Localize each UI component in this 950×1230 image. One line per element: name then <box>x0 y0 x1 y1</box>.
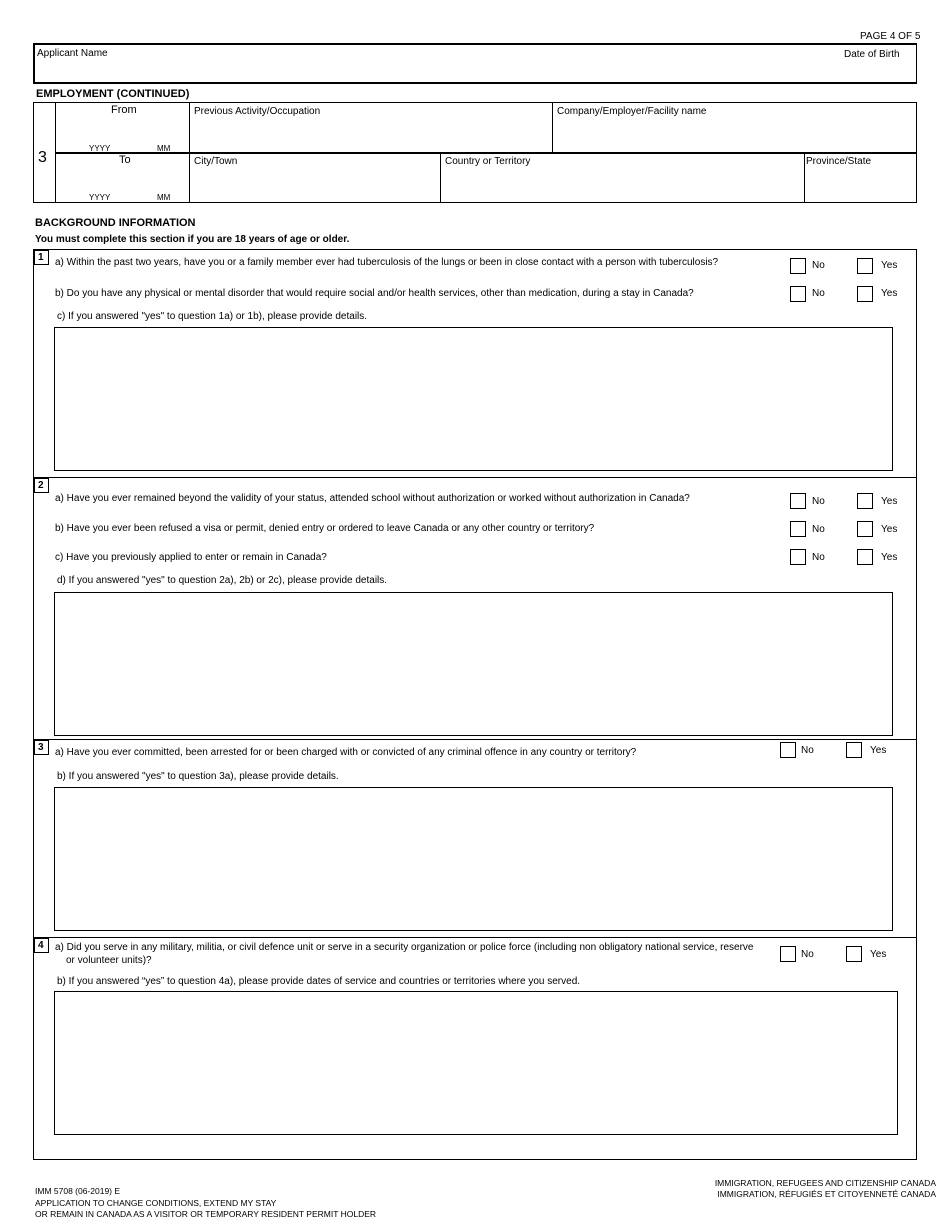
question-4-number: 4 <box>34 938 49 953</box>
question-1-number: 1 <box>34 250 49 265</box>
q3a-yes-label: Yes <box>870 745 887 756</box>
question-1a-text: a) Within the past two years, have you or a family member ever had tuberculosis of the lungs or been in close contact with a person with tuberculosis? <box>55 257 719 268</box>
employment-section-title: EMPLOYMENT (CONTINUED) <box>36 88 190 100</box>
from-mm-label: MM <box>157 144 171 153</box>
q2b-no-label: No <box>812 524 825 535</box>
occupation-label: Previous Activity/Occupation <box>194 106 321 117</box>
q2b-yes-label: Yes <box>881 524 898 535</box>
q4-details-textarea[interactable] <box>54 991 898 1135</box>
q2a-no-label: No <box>812 496 825 507</box>
employment-table <box>33 102 917 203</box>
q2c-yes-label: Yes <box>881 552 898 563</box>
form-title-line1: APPLICATION TO CHANGE CONDITIONS, EXTEND MY STAY <box>35 1198 277 1208</box>
question-2c-text: c) Have you previously applied to enter or remain in Canada? <box>55 552 327 563</box>
q2c-no-checkbox[interactable] <box>790 549 806 565</box>
q1b-yes-checkbox[interactable] <box>857 286 873 302</box>
question-4a-text-line2: or volunteer units)? <box>66 955 152 966</box>
q1b-no-label: No <box>812 288 825 299</box>
q4a-yes-checkbox[interactable] <box>846 946 862 962</box>
q1a-no-label: No <box>812 260 825 271</box>
employment-row-number: 3 <box>38 149 47 166</box>
q1a-yes-label: Yes <box>881 260 898 271</box>
department-name-fr: IMMIGRATION, RÉFUGIÉS ET CITOYENNETÉ CANADA <box>717 1189 936 1199</box>
to-yyyy-label: YYYY <box>89 193 111 202</box>
question-4a-text-line1: a) Did you serve in any military, militia, or civil defence unit or serve in a security organization or police force (including non obligatory national service, reserve <box>55 942 754 953</box>
company-label: Company/Employer/Facility name <box>557 106 707 117</box>
from-label: From <box>111 104 137 116</box>
q3a-yes-checkbox[interactable] <box>846 742 862 758</box>
q4a-no-checkbox[interactable] <box>780 946 796 962</box>
question-2a-text: a) Have you ever remained beyond the validity of your status, attended school without authorization or worked without authorization in Canada? <box>55 493 690 504</box>
question-2b-text: b) Have you ever been refused a visa or permit, denied entry or ordered to leave Canada or any other country or territory? <box>55 523 595 534</box>
question-3b-text: b) If you answered "yes" to question 3a), please provide details. <box>57 771 339 782</box>
q1-details-textarea[interactable] <box>54 327 893 471</box>
q2a-yes-label: Yes <box>881 496 898 507</box>
applicant-name-field[interactable] <box>33 43 917 84</box>
q1a-yes-checkbox[interactable] <box>857 258 873 274</box>
form-code: IMM 5708 (06-2019) E <box>35 1186 121 1196</box>
q2a-yes-checkbox[interactable] <box>857 493 873 509</box>
q1a-no-checkbox[interactable] <box>790 258 806 274</box>
city-label: City/Town <box>194 156 238 167</box>
q2c-yes-checkbox[interactable] <box>857 549 873 565</box>
form-title-line2: OR REMAIN IN CANADA AS A VISITOR OR TEMPORARY RESIDENT PERMIT HOLDER <box>35 1209 377 1219</box>
country-label: Country or Territory <box>445 156 531 167</box>
q2-details-textarea[interactable] <box>54 592 893 736</box>
question-4b-text: b) If you answered “yes” to question 4a), please provide dates of service and countries or territories where you served. <box>57 976 581 987</box>
question-3-number: 3 <box>34 740 49 755</box>
background-section-title: BACKGROUND INFORMATION <box>35 217 196 229</box>
q2c-no-label: No <box>812 552 825 563</box>
q4a-yes-label: Yes <box>870 949 887 960</box>
province-label: Province/State <box>806 156 872 167</box>
from-yyyy-label: YYYY <box>89 144 111 153</box>
q1b-yes-label: Yes <box>881 288 898 299</box>
q2a-no-checkbox[interactable] <box>790 493 806 509</box>
question-1c-text: c) If you answered "yes" to question 1a) or 1b), please provide details. <box>57 311 368 322</box>
department-name-en: IMMIGRATION, REFUGEES AND CITIZENSHIP CANADA <box>714 1178 936 1188</box>
q1b-no-checkbox[interactable] <box>790 286 806 302</box>
q4a-no-label: No <box>801 949 814 960</box>
question-2d-text: d) If you answered "yes" to question 2a), 2b) or 2c), please provide details. <box>57 575 388 586</box>
q3a-no-label: No <box>801 745 814 756</box>
to-mm-label: MM <box>157 193 171 202</box>
question-3a-text: a) Have you ever committed, been arrested for or been charged with or convicted of any criminal offence in any country or territory? <box>55 747 637 758</box>
question-1b-text: b) Do you have any physical or mental disorder that would require social and/or health services, other than medication, during a stay in Canada? <box>55 288 694 299</box>
applicant-name-label: Applicant Name <box>37 48 108 59</box>
q2b-yes-checkbox[interactable] <box>857 521 873 537</box>
to-label: To <box>119 154 131 166</box>
question-2-number: 2 <box>34 478 49 493</box>
q3a-no-checkbox[interactable] <box>780 742 796 758</box>
q2b-no-checkbox[interactable] <box>790 521 806 537</box>
page-number: PAGE 4 OF 5 <box>860 31 921 42</box>
date-of-birth-label: Date of Birth <box>844 49 900 60</box>
q3-details-textarea[interactable] <box>54 787 893 931</box>
background-subtitle: You must complete this section if you are 18 years of age or older. <box>35 234 350 245</box>
